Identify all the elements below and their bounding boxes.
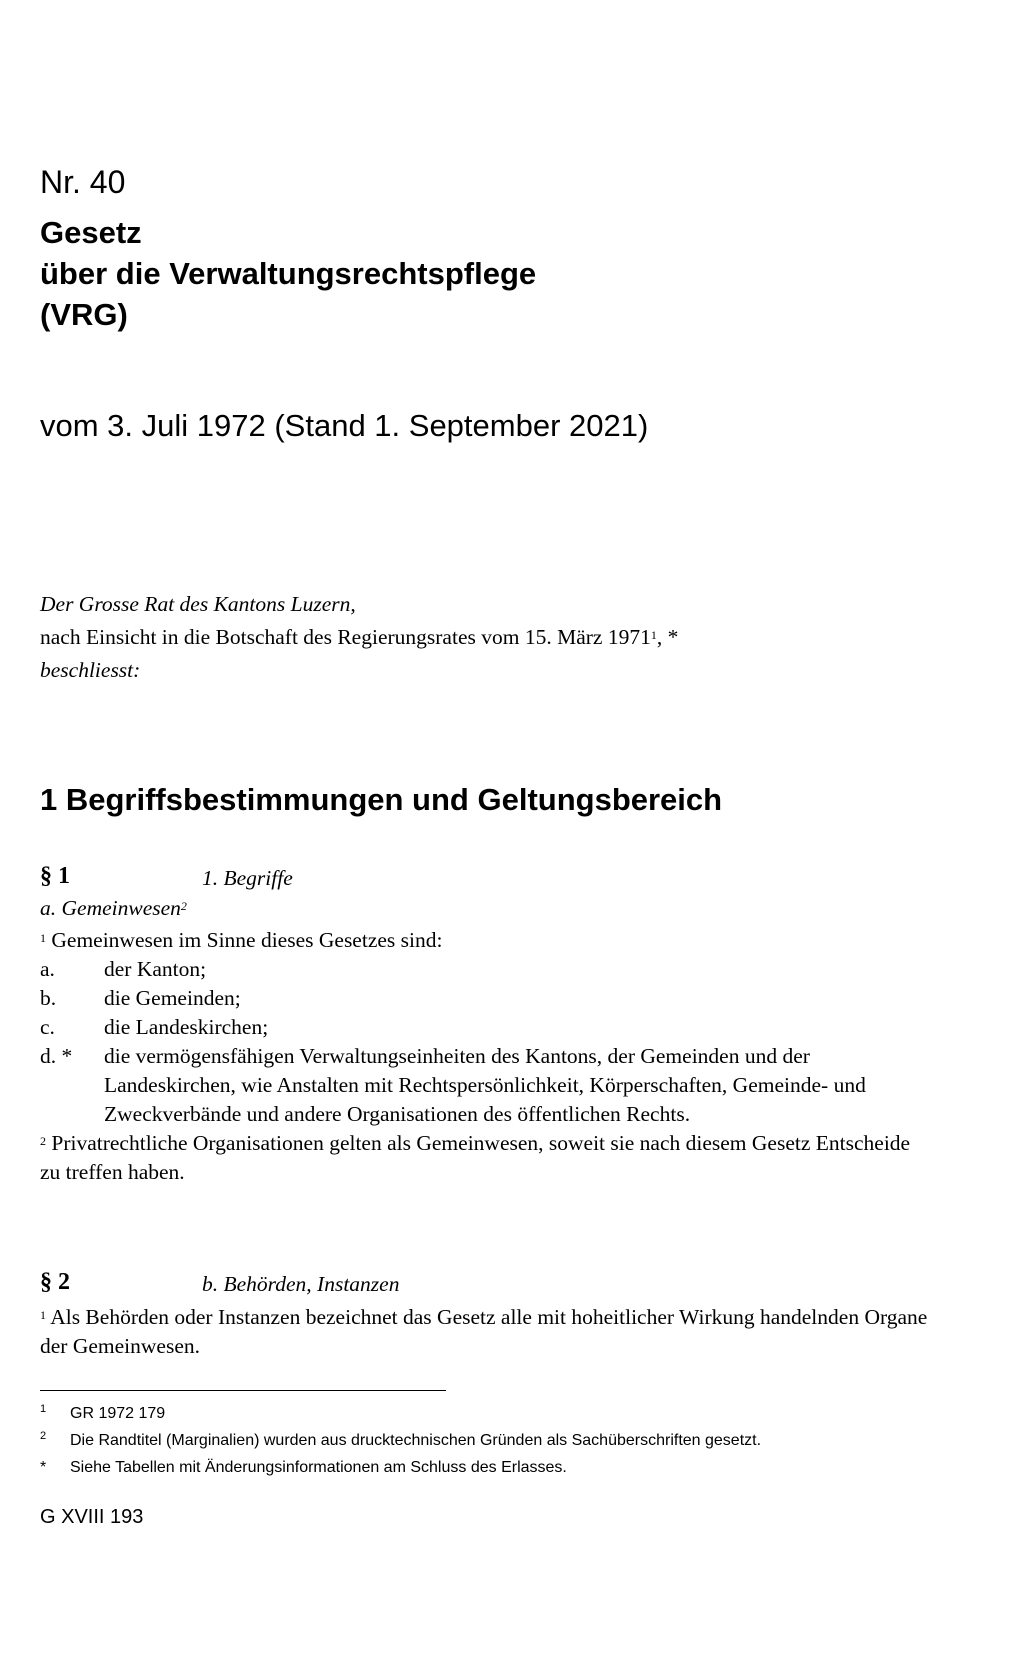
footnote-text: GR 1972 179 (70, 1405, 166, 1422)
list-item-label: c. (40, 1015, 55, 1039)
section-number: § 1 (40, 863, 70, 889)
list-item-text: die Gemeinden; (104, 986, 241, 1010)
footnote-text: Siehe Tabellen mit Änderungsinformationen am Schluss des Erlasses. (70, 1459, 567, 1476)
paragraph (40, 1303, 940, 1361)
footnote-mark: * (40, 1459, 47, 1476)
paragraph-text: Als Behörden oder Instanzen bezeichnet das Gesetz alle mit hoheitlicher Wirkung handelnden Organe der Gemeinwesen. (40, 1305, 928, 1358)
list-item-text: der Kanton; (104, 957, 207, 981)
footnote-mark: 1 (40, 1403, 47, 1415)
section-title: 1. Begriffe (202, 866, 293, 890)
section-subtitle-text: a. Gemeinwesen (40, 896, 181, 920)
law-title-line: über die Verwaltungsrechtspflege (40, 256, 537, 291)
list-item (40, 984, 940, 1013)
section-title: b. Behörden, Instanzen (202, 1272, 400, 1296)
section-number: § 2 (40, 1269, 70, 1295)
footnote-divider (40, 1390, 446, 1391)
chapter-heading: 1 Begriffsbestimmungen und Geltungsbereich (40, 782, 723, 817)
list-item-label: b. (40, 986, 57, 1010)
law-date: vom 3. Juli 1972 (Stand 1. September 2021) (40, 408, 649, 443)
footnotes (40, 1400, 761, 1481)
paragraph (40, 1129, 920, 1187)
list-item-label: d. * (40, 1044, 73, 1068)
footnote-ref: 1 (650, 628, 657, 642)
section-2 (40, 1268, 940, 1361)
enumeration-list (40, 955, 940, 1129)
list-item-text: die Landeskirchen; (104, 1015, 269, 1039)
list-item-text: die vermögensfähigen Verwaltungseinheiten des Kantons, der Gemeinden und der Landeskirchen, wie Anstalten mit Rechtspersönlichkeit, Körperschaften, Gemeinde- und Zweckverbände und andere Organisationen des öffentlichen Rechts. (104, 1044, 866, 1126)
preamble-reference-text: nach Einsicht in die Botschaft des Regierungsrates vom 15. März 1971 (40, 625, 651, 649)
preamble (40, 588, 678, 687)
list-item (40, 1013, 940, 1042)
law-title (40, 212, 536, 335)
list-item-label: a. (40, 957, 55, 981)
page-footer: G XVIII 193 (40, 1506, 144, 1528)
preamble-authority: Der Grosse Rat des Kantons Luzern, (40, 592, 356, 616)
paragraph-text: Privatrechtliche Organisationen gelten als Gemeinwesen, soweit sie nach diesem Gesetz Entscheide zu treffen haben. (40, 1131, 911, 1184)
section-subtitle (40, 894, 940, 923)
law-title-line: (VRG) (40, 297, 128, 332)
paragraph-number: 1 (40, 1308, 46, 1322)
section-heading (40, 862, 940, 894)
footnote-text: Die Randtitel (Marginalien) wurden aus drucktechnischen Gründen als Sachüberschriften gesetzt. (70, 1432, 762, 1449)
section-1 (40, 862, 940, 1187)
paragraph-text: Gemeinwesen im Sinne dieses Gesetzes sind: (46, 928, 443, 952)
footnote (40, 1454, 761, 1481)
footnote-ref: 2 (180, 899, 187, 913)
preamble-enactment: beschliesst: (40, 658, 141, 682)
paragraph-number: 1 (40, 931, 46, 945)
preamble-reference-tail: , * (656, 625, 679, 649)
footnote-mark: 2 (40, 1430, 47, 1442)
paragraph-number: 2 (40, 1134, 46, 1148)
preamble-reference (40, 621, 678, 654)
list-item (40, 1042, 940, 1129)
section-heading (40, 1268, 940, 1300)
paragraph (40, 926, 940, 955)
law-number: Nr. 40 (40, 164, 126, 200)
footnote (40, 1400, 761, 1427)
footnote (40, 1427, 761, 1454)
list-item (40, 955, 940, 984)
law-title-line: Gesetz (40, 215, 142, 250)
